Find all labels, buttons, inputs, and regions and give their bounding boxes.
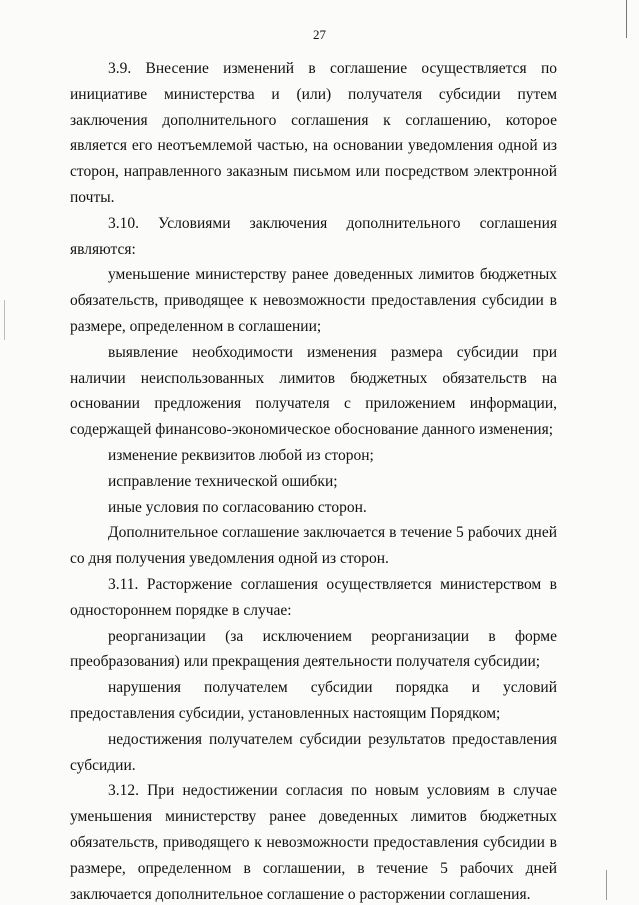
paragraph-3-12: 3.12. При недостижении согласия по новым условиям в случае уменьшения министерству ранее доведенных лимитов бюджетных обязательств, приводящего к невозможности предоставления субсидии в размере, определенном в соглашении, в течение 5 рабочих дней заключается дополнительное соглашение о расторжении соглашения. <box>70 782 557 903</box>
scan-edge-mark-top <box>626 0 627 38</box>
paragraph-termination-violation: нарушения получателем субсидии порядка и условий предоставления субсидии, установленных настоящим Порядком; <box>70 679 557 722</box>
paragraph-condition-error: исправление технической ошибки; <box>108 472 338 490</box>
paragraph-3-10: 3.10. Условиями заключения дополнительного соглашения являются: <box>70 214 557 258</box>
page-number: 27 <box>313 27 326 42</box>
paragraph-condition-size-change: выявление необходимости изменения размера субсидии при наличии неиспользованных лимитов бюджетных обязательств на основании предложения получателя с приложением информации, содержащей финансово-экономическое обоснование данного изменения; <box>70 343 557 439</box>
paragraph-condition-requisites: изменение реквизитов любой из сторон; <box>108 446 374 464</box>
paragraph-3-9: 3.9. Внесение изменений в соглашение осуществляется по инициативе министерства и (или) получателя субсидии путем заключения дополнительного соглашения к соглашению, которое является его неотъемлемой частью, на основании уведомления одной из сторон, направленного заказным письмом или посредством электронной почты. <box>70 60 557 206</box>
paragraph-condition-limits: уменьшение министерству ранее доведенных лимитов бюджетных обязательств, приводящее к невозможности предоставления субсидии в размере, определенном в соглашении; <box>70 266 557 335</box>
paragraph-termination-reorganization: реорганизации (за исключением реорганизации в форме преобразования) или прекращения деятельности получателя субсидии; <box>70 627 557 671</box>
scan-edge-mark-left <box>4 300 5 340</box>
document-body <box>70 56 557 907</box>
paragraph-condition-other: иные условия по согласованию сторон. <box>108 498 367 516</box>
paragraph-term: Дополнительное соглашение заключается в течение 5 рабочих дней со дня получения уведомления одной из сторон. <box>70 524 557 568</box>
paragraph-3-11: 3.11. Расторжение соглашения осуществляется министерством в одностороннем порядке в случае: <box>70 575 557 619</box>
scan-edge-mark-bottom <box>606 870 607 900</box>
paragraph-termination-results: недостижения получателем субсидии результатов предоставления субсидии. <box>70 730 557 774</box>
